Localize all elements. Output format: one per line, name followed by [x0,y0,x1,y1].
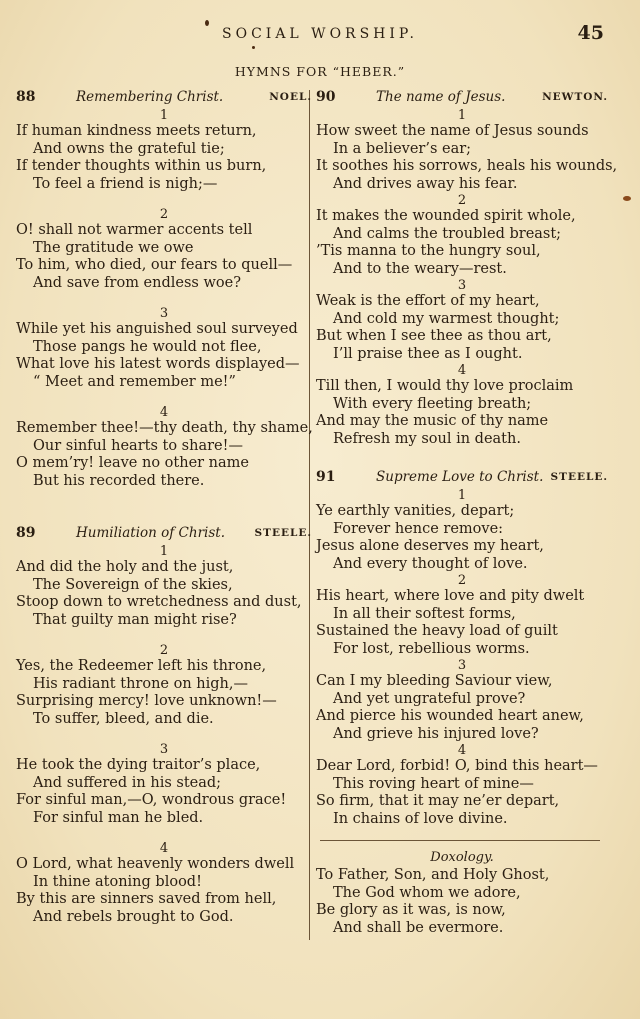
hymn-title: Supreme Love to Christ. [376,469,544,485]
hymn-line: I’ll praise thee as I ought. [333,345,523,362]
hymn-line: Our sinful hearts to share!— [33,437,243,454]
spacer [16,827,312,841]
hymn-line: He took the dying traitor’s place, [16,757,261,773]
spacer [16,629,312,643]
hymn-line: His radiant throne on high,— [33,675,248,692]
hymn-tune: NEWTON. [542,91,608,103]
hymn-line: For sinful man he bled. [33,809,204,826]
stanza-number: 4 [159,405,169,420]
hymn-line: Sustained the heavy load of guilt [316,623,558,639]
hymn-line: And cold my warmest thought; [333,310,560,327]
hymn-line: O mem’ry! leave no other name [16,455,249,471]
doxology-line: And shall be evermore. [333,919,504,936]
hymn-line: And calms the troubled breast; [333,225,562,242]
stanza-number: 1 [159,544,169,559]
hymn-line: And save from endless woe? [33,274,241,291]
hymn-line: The gratitude we owe [33,239,194,256]
stanza-number: 4 [159,841,169,856]
hymn-line: And every thought of love. [333,555,528,572]
hymn-line: And drives away his fear. [333,175,518,192]
spacer [16,292,312,306]
hymn-header [16,88,312,108]
hymn-line: And owns the grateful tie; [33,140,225,157]
ink-blot [252,46,255,49]
hymn-line: O! shall not warmer accents tell [16,222,253,238]
hymn-line: What love his latest words displayed— [16,356,300,372]
hymn-line: It soothes his sorrows, heals his wounds, [316,158,618,174]
hymn-title: Remembering Christ. [76,89,224,105]
doxology-rule [320,840,600,841]
hymn-line: And yet ungrateful prove? [333,690,526,707]
right-column [316,88,618,937]
hymn-line: His heart, where love and pity dwelt [316,588,585,604]
hymn-line: It makes the wounded spirit whole, [316,208,576,224]
spacer [316,448,608,462]
hymn-line: In thine atoning blood! [33,873,202,890]
hymn-tune: STEELE. [550,471,608,483]
hymn-line: While yet his anguished soul surveyed [16,321,298,337]
hymn-number: 89 [16,525,36,541]
hymn-line: Weak is the effort of my heart, [316,293,540,309]
doxology-line: Be glory as it was, is now, [316,902,506,918]
hymn-line: To him, who died, our fears to quell— [16,257,293,273]
hymn-line: Refresh my soul in death. [333,430,521,447]
hymn-line: Yes, the Redeemer left his throne, [16,658,267,674]
hymn-block [316,468,608,828]
hymn-line: In a believer’s ear; [333,140,472,157]
hymn-line: And may the music of thy name [316,413,549,429]
hymn-line: This roving heart of mine— [333,775,534,792]
hymn-tune: STEELE. [254,527,312,539]
hymn-line: And pierce his wounded heart anew, [316,708,584,724]
hymn-line: For sinful man,—O, wondrous grace! [16,792,287,808]
left-column [16,88,312,926]
spacer [16,193,312,207]
hymn-line: And to the weary—rest. [333,260,507,277]
hymn-line: O Lord, what heavenly wonders dwell [16,856,295,872]
hymn-header [316,468,608,488]
stanza-number: 3 [457,658,467,673]
hymn-tune: NOEL. [269,91,312,103]
hymn-line: The Sovereign of the skies, [33,576,233,593]
hymn-line: But when I see thee as thou art, [316,328,552,344]
spacer [16,490,312,504]
hymn-line: In chains of love divine. [333,810,508,827]
ink-blot [623,196,631,201]
hymn-line: To feel a friend is nigh;— [33,175,218,192]
section-title: HYMNS FOR “HEBER.” [234,64,406,79]
hymn-line: With every fleeting breath; [333,395,532,412]
hymn-title: Humiliation of Christ. [76,525,225,541]
hymn-line: Forever hence remove: [333,520,504,537]
hymn-number: 90 [316,89,336,105]
stanza-number: 1 [159,108,169,123]
hymn-line: For lost, rebellious worms. [333,640,530,657]
hymn-line: And suffered in his stead; [33,774,222,791]
hymn-block [16,88,312,490]
hymn-line: Ye earthly vanities, depart; [316,503,515,519]
stanza-number: 3 [159,306,169,321]
hymn-line: Those pangs he would not flee, [33,338,262,355]
stanza-number: 4 [457,743,467,758]
spacer [16,728,312,742]
stanza-number: 2 [457,573,467,588]
hymn-line: Can I my bleeding Saviour view, [316,673,553,689]
running-head: SOCIAL WORSHIP. [222,26,418,42]
stanza-number: 1 [457,108,467,123]
hymn-line: And grieve his injured love? [333,725,539,742]
hymn-line: By this are sinners saved from hell, [16,891,277,907]
hymn-line: To suffer, bleed, and die. [33,710,214,727]
stanza-number: 4 [457,363,467,378]
doxology-title: Doxology. [430,850,494,865]
hymn-title: The name of Jesus. [376,89,506,105]
hymn-line: And rebels brought to God. [33,908,234,925]
hymn-header [316,88,608,108]
hymn-line: Stoop down to wretchedness and dust, [16,594,302,610]
spacer [16,504,312,518]
stanza-number: 1 [457,488,467,503]
hymn-block [16,524,312,926]
stanza-number: 3 [159,742,169,757]
hymn-line: If human kindness meets return, [16,123,257,139]
doxology-line: The God whom we adore, [333,884,521,901]
hymn-line: And did the holy and the just, [16,559,234,575]
hymn-line: How sweet the name of Jesus sounds [316,123,589,139]
stanza-number: 2 [159,643,169,658]
hymn-line: Dear Lord, forbid! O, bind this heart— [316,758,598,774]
hymn-line: That guilty man might rise? [33,611,237,628]
stanza-number: 2 [159,207,169,222]
hymn-line: Jesus alone deserves my heart, [316,538,544,554]
hymn-line: Surprising mercy! love unknown!— [16,693,277,709]
hymn-line: In all their softest forms, [333,605,516,622]
hymn-line: If tender thoughts within us burn, [16,158,267,174]
spacer [16,391,312,405]
hymn-header [16,524,312,544]
hymn-line: Remember thee!—thy death, thy shame, [16,420,313,436]
hymn-line: ’Tis manna to the hungry soul, [316,243,541,259]
page-number: 45 [577,22,604,44]
hymn-line: But his recorded there. [33,472,205,489]
hymn-block [316,88,618,448]
hymn-number: 88 [16,89,36,105]
hymn-line: “ Meet and remember me!” [33,373,236,390]
hymn-line: So firm, that it may ne’er depart, [316,793,560,809]
ink-blot [205,20,209,26]
stanza-number: 3 [457,278,467,293]
stanza-number: 2 [457,193,467,208]
doxology-line: To Father, Son, and Holy Ghost, [316,867,550,883]
hymn-line: Till then, I would thy love proclaim [316,378,574,394]
hymn-number: 91 [316,469,336,485]
